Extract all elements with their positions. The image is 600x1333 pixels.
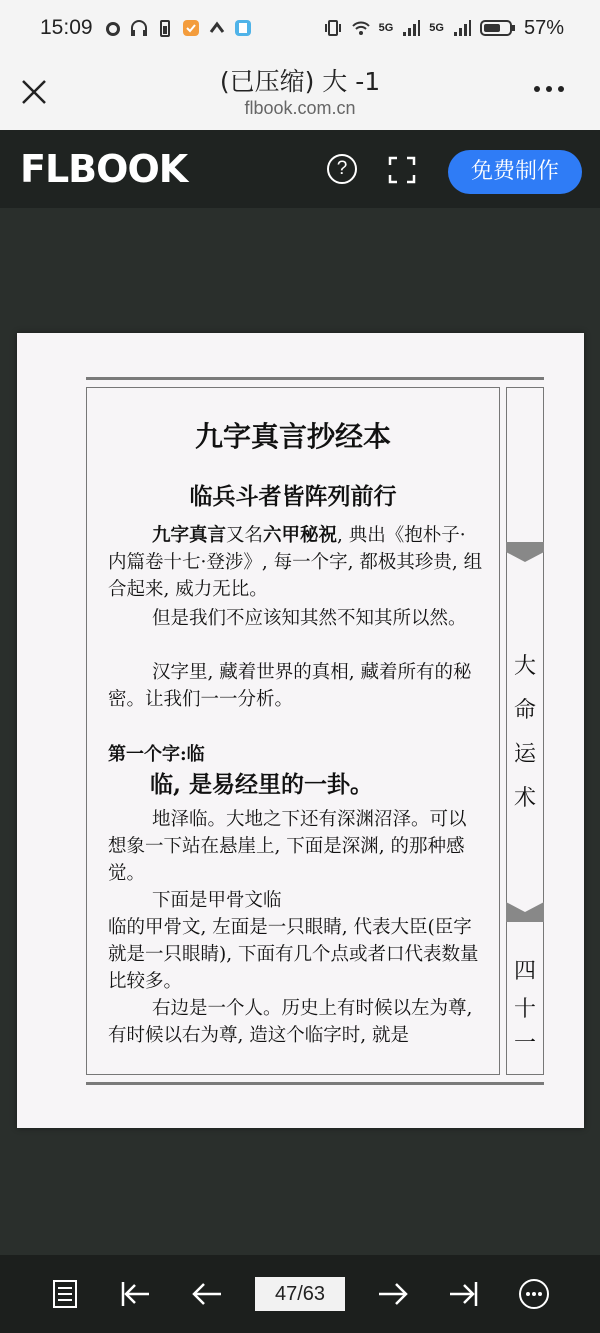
side-page-char: 一	[513, 1031, 536, 1056]
paragraph-2: 但是我们不应该知其然不知其所以然。	[152, 608, 467, 629]
battery-icon	[480, 18, 516, 38]
side-page-char: 十	[513, 997, 536, 1022]
side-ribbon-top	[506, 542, 544, 572]
text-youming: 又名	[226, 525, 264, 546]
link-app-icon	[207, 18, 227, 38]
big-heading: 临, 是易经里的一卦。	[150, 771, 374, 798]
alarm-icon	[103, 18, 123, 38]
fullscreen-icon[interactable]	[388, 156, 416, 184]
signal-icon	[401, 18, 421, 38]
battery-level: 57%	[523, 16, 564, 39]
prev-page-icon[interactable]	[190, 1277, 224, 1311]
menu-circle-icon[interactable]	[517, 1277, 551, 1311]
shield-app-icon	[181, 18, 201, 38]
text-rest: , 典出《抱朴子·内篇卷十七·登涉》, 每一个字, 都极其珍贵, 组合起来, 威力无比。	[108, 525, 483, 600]
frame-bottom-line	[86, 1082, 544, 1085]
paragraph-5-line1: 下面是甲骨文临	[152, 890, 282, 911]
first-page-icon[interactable]	[118, 1277, 152, 1311]
first-char-heading: 第一个字:临	[108, 744, 205, 765]
side-title-char: 术	[513, 786, 536, 811]
network-type-1: 5G	[378, 22, 394, 34]
status-time: 15:09	[40, 16, 93, 39]
book-main-title: 九字真言抄经本	[194, 420, 391, 453]
side-title-char: 命	[513, 698, 536, 723]
help-icon[interactable]: ?	[327, 154, 357, 184]
battery-small-icon	[155, 18, 175, 38]
next-page-icon[interactable]	[376, 1277, 410, 1311]
frame-top-line	[86, 377, 544, 380]
paragraph-6: 右边是一个人。历史上有时候以左为尊, 有时候以右为尊, 造这个临字时, 就是	[108, 998, 473, 1046]
book-subtitle: 临兵斗者皆阵列前行	[189, 483, 397, 510]
page-title: (已压缩) 大 -1	[219, 67, 381, 96]
page-indicator[interactable]: 47/63	[255, 1277, 345, 1311]
status-right	[323, 17, 564, 40]
more-icon[interactable]	[534, 86, 570, 96]
side-page-char: 四	[513, 959, 536, 984]
network-type-2: 5G	[429, 22, 444, 34]
paragraph-intro	[108, 522, 484, 603]
browser-title-bar	[0, 56, 600, 130]
term-liujia: 六甲秘祝	[263, 525, 338, 546]
page-url: flbook.com.cn	[244, 98, 356, 118]
book-app-icon	[233, 18, 253, 38]
side-title-char: 运	[513, 742, 536, 767]
paragraph-3: 汉字里, 藏着世界的真相, 藏着所有的秘密。让我们一一分析。	[108, 662, 472, 710]
flbook-logo: FLBOOK	[20, 147, 188, 191]
side-title-char: 大	[513, 654, 536, 679]
vibrate-icon	[323, 18, 343, 38]
toc-icon[interactable]	[48, 1277, 82, 1311]
paragraph-4: 地泽临。大地之下还有深渊沼泽。可以想象一下站在悬崖上, 下面是深渊, 的那种感觉。	[108, 809, 467, 884]
status-bar	[0, 0, 600, 56]
paragraph-5: 临的甲骨文, 左面是一只眼睛, 代表大臣(臣字就是一只眼睛), 下面有几个点或者口代表数量比较多。	[108, 917, 479, 992]
headphones-icon	[129, 18, 149, 38]
status-icons-left	[103, 18, 253, 38]
app-header	[0, 130, 600, 208]
signal-icon	[452, 18, 472, 38]
wifi-icon	[351, 18, 371, 38]
last-page-icon[interactable]	[447, 1277, 481, 1311]
term-jiuzi: 九字真言	[152, 525, 227, 546]
side-ribbon-bottom	[506, 900, 544, 924]
free-create-button[interactable]: 免费制作	[448, 150, 582, 194]
